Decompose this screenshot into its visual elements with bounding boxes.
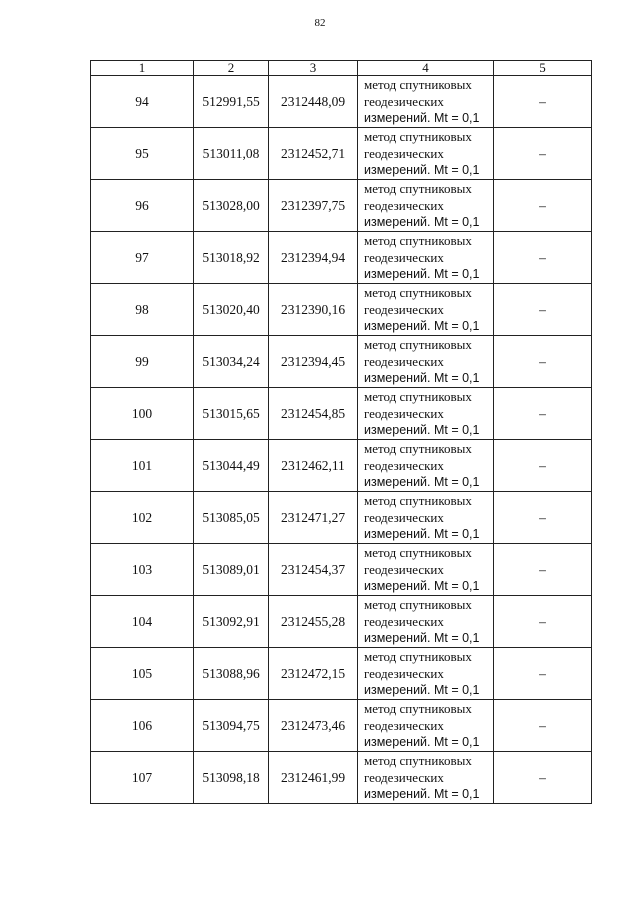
method-line: метод спутниковых [364, 649, 472, 664]
table-row [91, 544, 592, 596]
note-cell: – [494, 76, 592, 128]
column-header: 3 [269, 61, 358, 76]
method-line: геодезических [364, 94, 444, 109]
method-line: метод спутниковых [364, 597, 472, 612]
table-row [91, 648, 592, 700]
y-coordinate-cell: 2312454,85 [269, 388, 358, 440]
table-row [91, 76, 592, 128]
x-coordinate-cell: 513028,00 [194, 180, 269, 232]
point-number-cell: 100 [91, 388, 194, 440]
point-number-cell: 99 [91, 336, 194, 388]
method-line: геодезических [364, 146, 444, 161]
x-coordinate-cell: 513094,75 [194, 700, 269, 752]
method-line: метод спутниковых [364, 493, 472, 508]
method-line: измерений. Mt = 0,1 [364, 735, 480, 749]
table-body [91, 76, 592, 804]
method-line: геодезических [364, 562, 444, 577]
table-row [91, 752, 592, 804]
method-cell [358, 544, 494, 596]
y-coordinate-cell: 2312473,46 [269, 700, 358, 752]
point-number-cell: 101 [91, 440, 194, 492]
column-header: 1 [91, 61, 194, 76]
method-line: геодезических [364, 666, 444, 681]
point-number-cell: 94 [91, 76, 194, 128]
y-coordinate-cell: 2312394,45 [269, 336, 358, 388]
column-header: 4 [358, 61, 494, 76]
x-coordinate-cell: 513018,92 [194, 232, 269, 284]
note-cell: – [494, 232, 592, 284]
method-line: геодезических [364, 614, 444, 629]
point-number-cell: 98 [91, 284, 194, 336]
note-cell: – [494, 388, 592, 440]
table-row [91, 128, 592, 180]
method-line: геодезических [364, 718, 444, 733]
table-row [91, 388, 592, 440]
y-coordinate-cell: 2312390,16 [269, 284, 358, 336]
method-line: метод спутниковых [364, 337, 472, 352]
x-coordinate-cell: 513011,08 [194, 128, 269, 180]
method-line: измерений. Mt = 0,1 [364, 423, 480, 437]
note-cell: – [494, 440, 592, 492]
method-line: измерений. Mt = 0,1 [364, 111, 480, 125]
x-coordinate-cell: 513020,40 [194, 284, 269, 336]
method-line: метод спутниковых [364, 701, 472, 716]
method-line: геодезических [364, 510, 444, 525]
y-coordinate-cell: 2312394,94 [269, 232, 358, 284]
note-cell: – [494, 752, 592, 804]
note-cell: – [494, 492, 592, 544]
x-coordinate-cell: 513034,24 [194, 336, 269, 388]
y-coordinate-cell: 2312461,99 [269, 752, 358, 804]
note-cell: – [494, 648, 592, 700]
method-cell [358, 700, 494, 752]
method-line: измерений. Mt = 0,1 [364, 371, 480, 385]
method-line: измерений. Mt = 0,1 [364, 215, 480, 229]
point-number-cell: 105 [91, 648, 194, 700]
x-coordinate-cell: 513085,05 [194, 492, 269, 544]
method-line: измерений. Mt = 0,1 [364, 319, 480, 333]
note-cell: – [494, 284, 592, 336]
method-cell [358, 752, 494, 804]
method-line: измерений. Mt = 0,1 [364, 475, 480, 489]
page-number: 82 [314, 17, 326, 29]
point-number-cell: 96 [91, 180, 194, 232]
note-cell: – [494, 596, 592, 648]
method-line: метод спутниковых [364, 545, 472, 560]
method-cell [358, 232, 494, 284]
method-line: геодезических [364, 198, 444, 213]
x-coordinate-cell: 513098,18 [194, 752, 269, 804]
note-cell: – [494, 128, 592, 180]
y-coordinate-cell: 2312454,37 [269, 544, 358, 596]
table-row [91, 440, 592, 492]
method-line: геодезических [364, 302, 444, 317]
method-line: измерений. Mt = 0,1 [364, 787, 480, 801]
y-coordinate-cell: 2312472,15 [269, 648, 358, 700]
note-cell: – [494, 180, 592, 232]
method-cell [358, 180, 494, 232]
point-number-cell: 102 [91, 492, 194, 544]
method-line: метод спутниковых [364, 129, 472, 144]
y-coordinate-cell: 2312455,28 [269, 596, 358, 648]
method-line: геодезических [364, 458, 444, 473]
point-number-cell: 95 [91, 128, 194, 180]
note-cell: – [494, 700, 592, 752]
x-coordinate-cell: 513044,49 [194, 440, 269, 492]
y-coordinate-cell: 2312471,27 [269, 492, 358, 544]
coordinates-table [90, 60, 592, 804]
point-number-cell: 97 [91, 232, 194, 284]
y-coordinate-cell: 2312452,71 [269, 128, 358, 180]
method-cell [358, 336, 494, 388]
table-row [91, 180, 592, 232]
method-line: геодезических [364, 406, 444, 421]
x-coordinate-cell: 513092,91 [194, 596, 269, 648]
table-header-row [91, 61, 592, 76]
note-cell: – [494, 544, 592, 596]
column-header: 2 [194, 61, 269, 76]
method-cell [358, 492, 494, 544]
method-line: метод спутниковых [364, 233, 472, 248]
point-number-cell: 107 [91, 752, 194, 804]
table-row [91, 700, 592, 752]
x-coordinate-cell: 513089,01 [194, 544, 269, 596]
method-line: метод спутниковых [364, 441, 472, 456]
method-line: измерений. Mt = 0,1 [364, 267, 480, 281]
method-line: метод спутниковых [364, 77, 472, 92]
x-coordinate-cell: 513088,96 [194, 648, 269, 700]
method-line: геодезических [364, 354, 444, 369]
method-cell [358, 440, 494, 492]
note-cell: – [494, 336, 592, 388]
table-row [91, 492, 592, 544]
column-header: 5 [494, 61, 592, 76]
method-line: метод спутниковых [364, 285, 472, 300]
method-line: измерений. Mt = 0,1 [364, 163, 480, 177]
method-line: измерений. Mt = 0,1 [364, 579, 480, 593]
method-line: метод спутниковых [364, 753, 472, 768]
table-row [91, 336, 592, 388]
method-line: метод спутниковых [364, 389, 472, 404]
method-cell [358, 284, 494, 336]
method-line: геодезических [364, 770, 444, 785]
method-cell [358, 128, 494, 180]
point-number-cell: 106 [91, 700, 194, 752]
y-coordinate-cell: 2312462,11 [269, 440, 358, 492]
method-line: измерений. Mt = 0,1 [364, 631, 480, 645]
table-row [91, 596, 592, 648]
method-cell [358, 648, 494, 700]
y-coordinate-cell: 2312397,75 [269, 180, 358, 232]
method-cell [358, 388, 494, 440]
x-coordinate-cell: 512991,55 [194, 76, 269, 128]
y-coordinate-cell: 2312448,09 [269, 76, 358, 128]
method-cell [358, 596, 494, 648]
table-row [91, 284, 592, 336]
method-line: измерений. Mt = 0,1 [364, 683, 480, 697]
table-row [91, 232, 592, 284]
method-line: метод спутниковых [364, 181, 472, 196]
point-number-cell: 103 [91, 544, 194, 596]
x-coordinate-cell: 513015,65 [194, 388, 269, 440]
point-number-cell: 104 [91, 596, 194, 648]
method-line: измерений. Mt = 0,1 [364, 527, 480, 541]
method-line: геодезических [364, 250, 444, 265]
method-cell [358, 76, 494, 128]
